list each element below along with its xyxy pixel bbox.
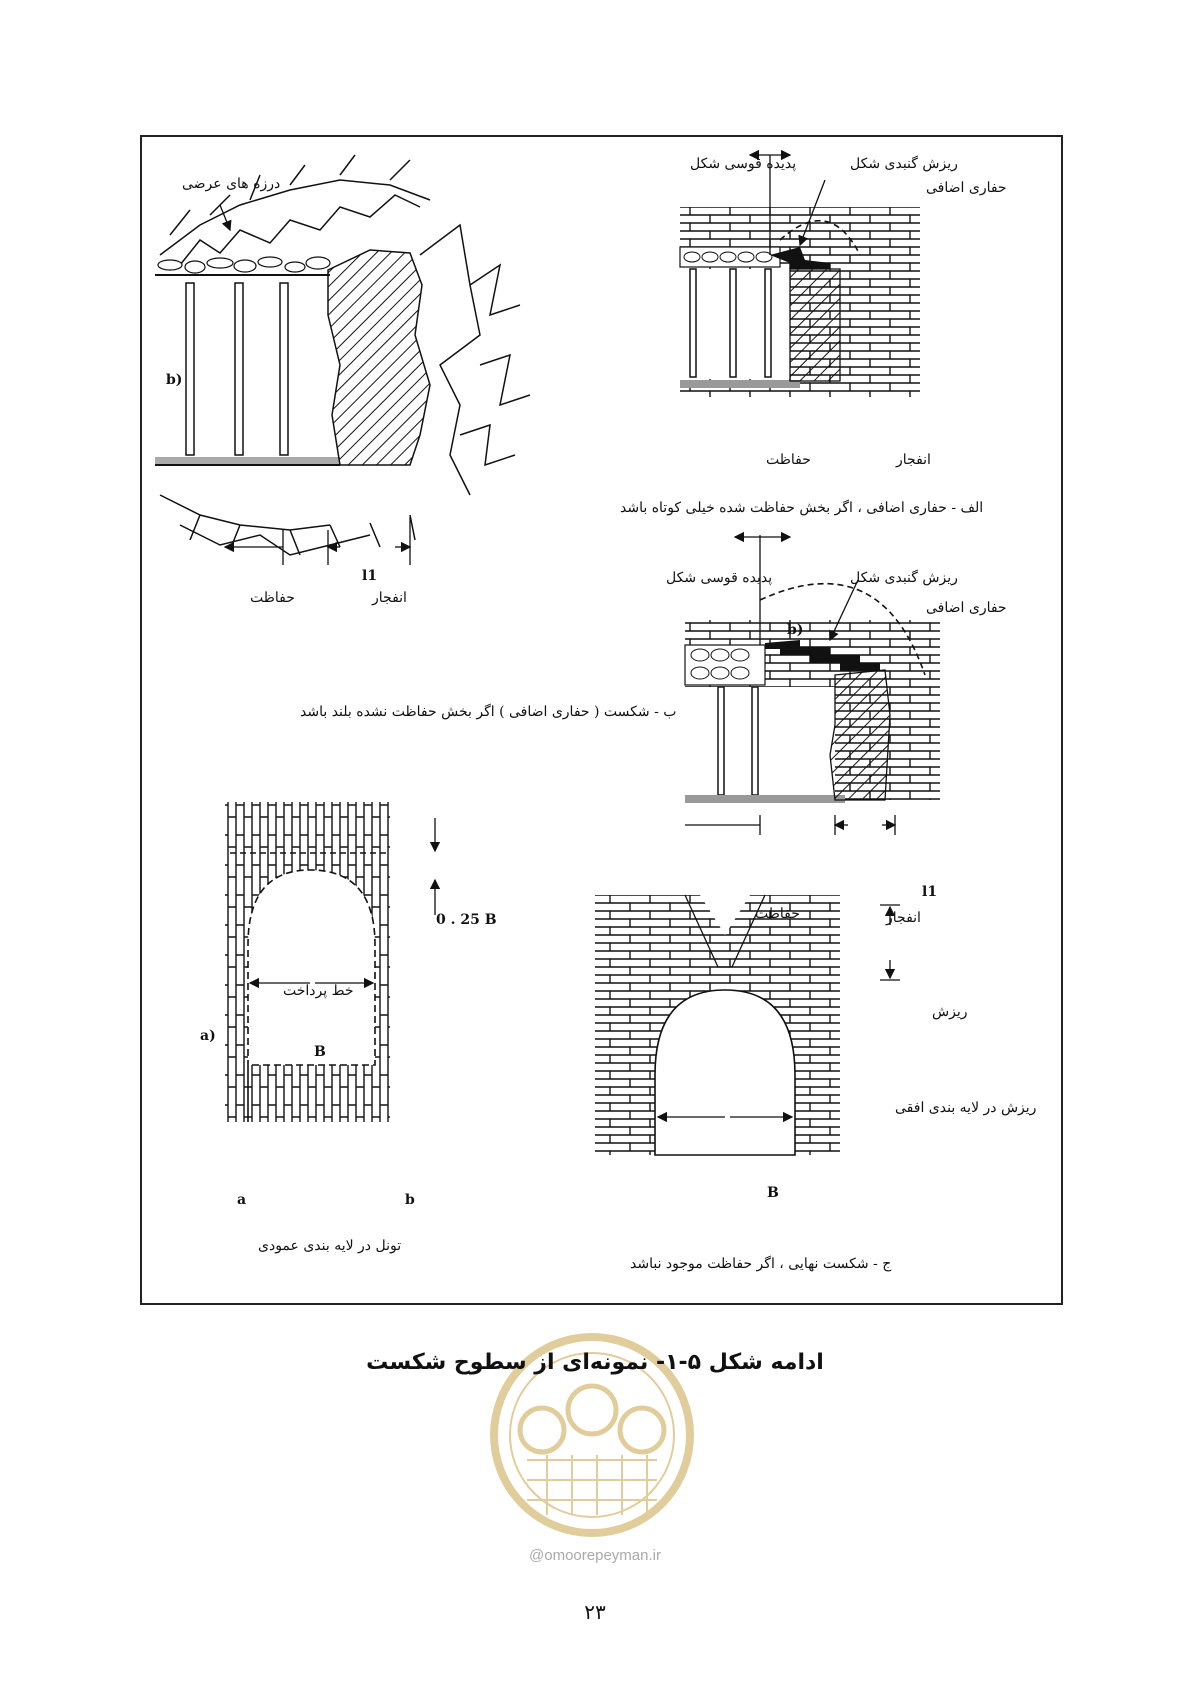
dome-collapse-label: ریزش گنبدی شکل [850,156,958,172]
fig-a-caption: تونل در لایه بندی عمودی [258,1238,402,1254]
overbreak-label: حفاری اضافی [926,180,1007,196]
fig-je [595,895,900,1155]
blast-label: انفجار [886,910,921,926]
l1-label: l1 [362,568,378,584]
joints-label: درزه های عرضی [182,176,281,192]
fig-alef-caption: الف - حفاری اضافی ، اگر بخش حفاظت شده خیلی کوتاه باشد [620,500,984,516]
fig-alef [680,155,920,397]
page-number: ۲۳ [584,1600,606,1624]
arch-label: پدیده قوسی شکل [666,570,773,586]
fig-marker-b: b) [166,372,183,388]
dome-collapse-label: ریزش گنبدی شکل [850,570,958,586]
l1-label: l1 [922,884,938,900]
horizontal-label: ریزش در لایه بندی افقی [895,1100,1037,1116]
blast-label: انفجار [896,452,931,468]
finish-line-label: خط پرداخت [283,983,354,999]
support-label: حفاظت [766,452,811,468]
overbreak-label: حفاری اضافی [926,600,1007,616]
support-label: حفاظت [755,906,800,922]
collapse-label: ریزش [932,1004,968,1020]
arch-label: پدیده قوسی شکل [690,156,797,172]
figure-caption: ادامه شکل ۵-۱- نمونه‌ای از سطوح شکست [366,1350,824,1375]
left-label: a [237,1192,247,1208]
fig-b-top-left [155,155,530,565]
support-label: حفاظت [250,590,295,606]
width-label: B [314,1044,326,1060]
watermark-text: @omoorepeyman.ir [529,1547,661,1564]
right-label: b [405,1192,415,1208]
fig-marker-b: b) [787,622,804,638]
fig-marker-a: a) [200,1028,216,1044]
figure-drawing [140,135,1063,1305]
fig-be-caption: ب - شکست ( حفاری اضافی ) اگر بخش حفاظت نشده بلند باشد [300,704,677,720]
blast-label: انفجار [372,590,407,606]
width-label: B [767,1185,779,1201]
fig-je-caption: ج - شکست نهایی ، اگر حفاظت موجود نباشد [630,1256,892,1272]
fig-a-vertical [225,802,435,1122]
dim-label: 0 . 25 B [436,912,497,928]
